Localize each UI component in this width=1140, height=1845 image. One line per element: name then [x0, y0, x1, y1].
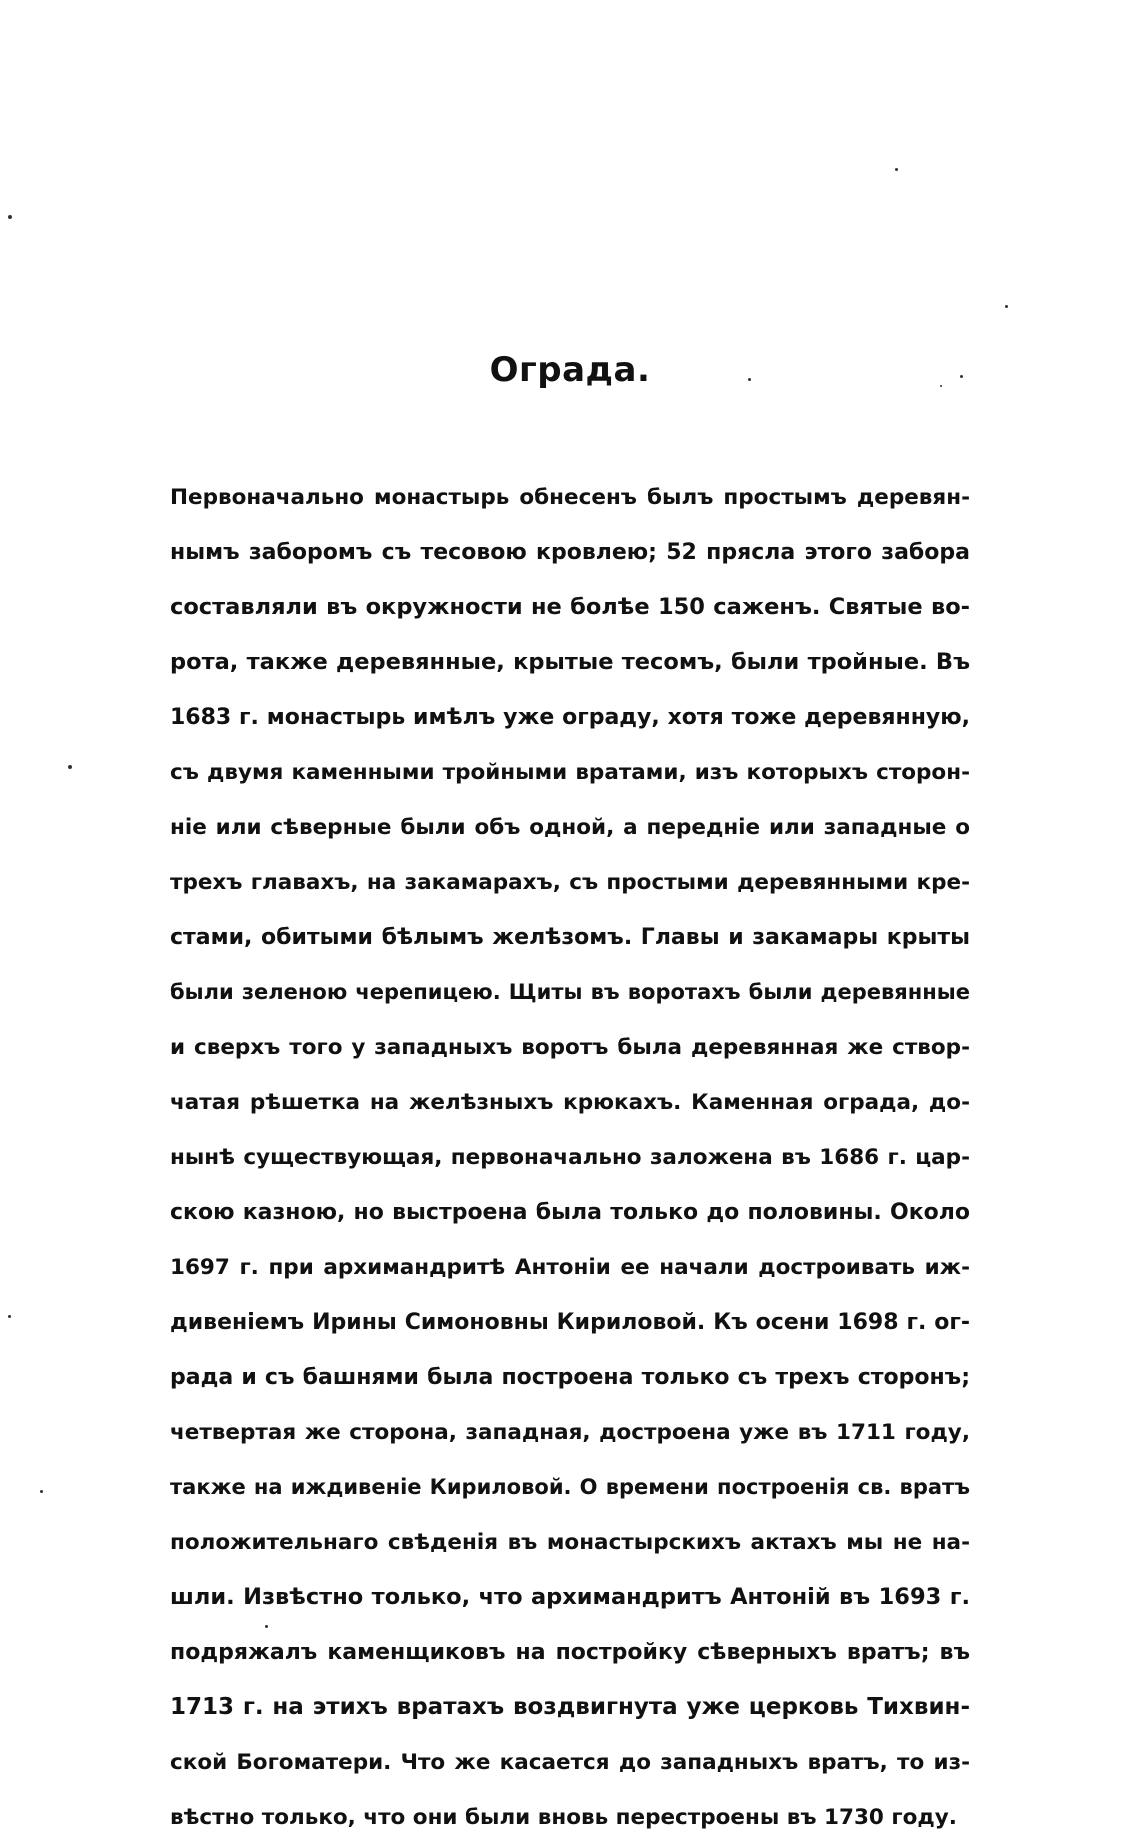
- text-line: вѣстно только, что они были вновь перестроены въ 1730 году.: [170, 1805, 957, 1830]
- scan-speck: [895, 168, 898, 171]
- text-line: нынѣ существующая, первоначально заложена въ 1686 г. цар-: [170, 1145, 970, 1170]
- scan-speck: [40, 1490, 43, 1493]
- scan-speck: [8, 215, 12, 219]
- text-line: ской Богоматери. Что же касается до западныхъ вратъ, то из-: [170, 1750, 970, 1775]
- text-line: подряжалъ каменщиковъ на постройку сѣверныхъ вратъ; въ: [170, 1640, 970, 1665]
- scan-speck: [68, 765, 72, 769]
- text-line: рада и съ башнями была построена только съ трехъ сторонъ;: [170, 1365, 970, 1390]
- text-line: нымъ заборомъ съ тесовою кровлею; 52 прясла этого забора: [170, 540, 970, 565]
- text-line: были зеленою черепицею. Щиты въ воротахъ были деревянные: [170, 980, 970, 1004]
- text-line: шли. Извѣстно только, что архимандритъ Антонiй въ 1693 г.: [170, 1584, 970, 1610]
- text-line: Первоначально монастырь обнесенъ былъ простымъ деревян-: [170, 485, 970, 510]
- text-line: нiе или сѣверные были объ одной, а переднiе или западные о: [170, 815, 970, 840]
- text-line: также на иждивенiе Кириловой. О времени построенiя св. вратъ: [170, 1475, 970, 1499]
- text-line: положительнаго свѣденiя въ монастырскихъ актахъ мы не на-: [170, 1530, 970, 1555]
- text-line: съ двумя каменными тройными вратами, изъ которыхъ сторон-: [170, 760, 970, 785]
- text-line: трехъ главахъ, на закамарахъ, съ простыми деревянными кре-: [170, 870, 970, 895]
- text-line: 1713 г. на этихъ вратахъ воздвигнута уже церковь Тихвин-: [170, 1694, 970, 1720]
- text-line: и сверхъ того у западныхъ воротъ была деревянная же створ-: [170, 1035, 970, 1060]
- text-line: дивенiемъ Ирины Симоновны Кириловой. Къ осени 1698 г. ог-: [170, 1310, 970, 1335]
- text-line: рота, также деревянные, крытые тесомъ, были тройные. Въ: [170, 649, 970, 675]
- text-line: 1683 г. монастырь имѣлъ уже ограду, хотя тоже деревянную,: [170, 705, 970, 730]
- page-title: Ограда.: [489, 350, 651, 390]
- text-line: скою казною, но выстроена была только до половины. Около: [170, 1200, 970, 1225]
- text-line: 1697 г. при архимандритѣ Антонiи ее начали достроивать иж-: [170, 1255, 970, 1280]
- text-line: чатая рѣшетка на желѣзныхъ крюкахъ. Каменная ограда, до-: [170, 1090, 970, 1115]
- scan-speck: [1005, 305, 1008, 308]
- text-line: стами, обитыми бѣлымъ желѣзомъ. Главы и закамары крыты: [170, 925, 970, 950]
- scan-speck: [8, 1315, 11, 1318]
- text-line: четвертая же сторона, западная, достроена уже въ 1711 году,: [170, 1420, 970, 1445]
- body-paragraph: [170, 470, 970, 1845]
- text-line: составляли въ окружности не болѣе 150 саженъ. Святые во-: [170, 594, 970, 620]
